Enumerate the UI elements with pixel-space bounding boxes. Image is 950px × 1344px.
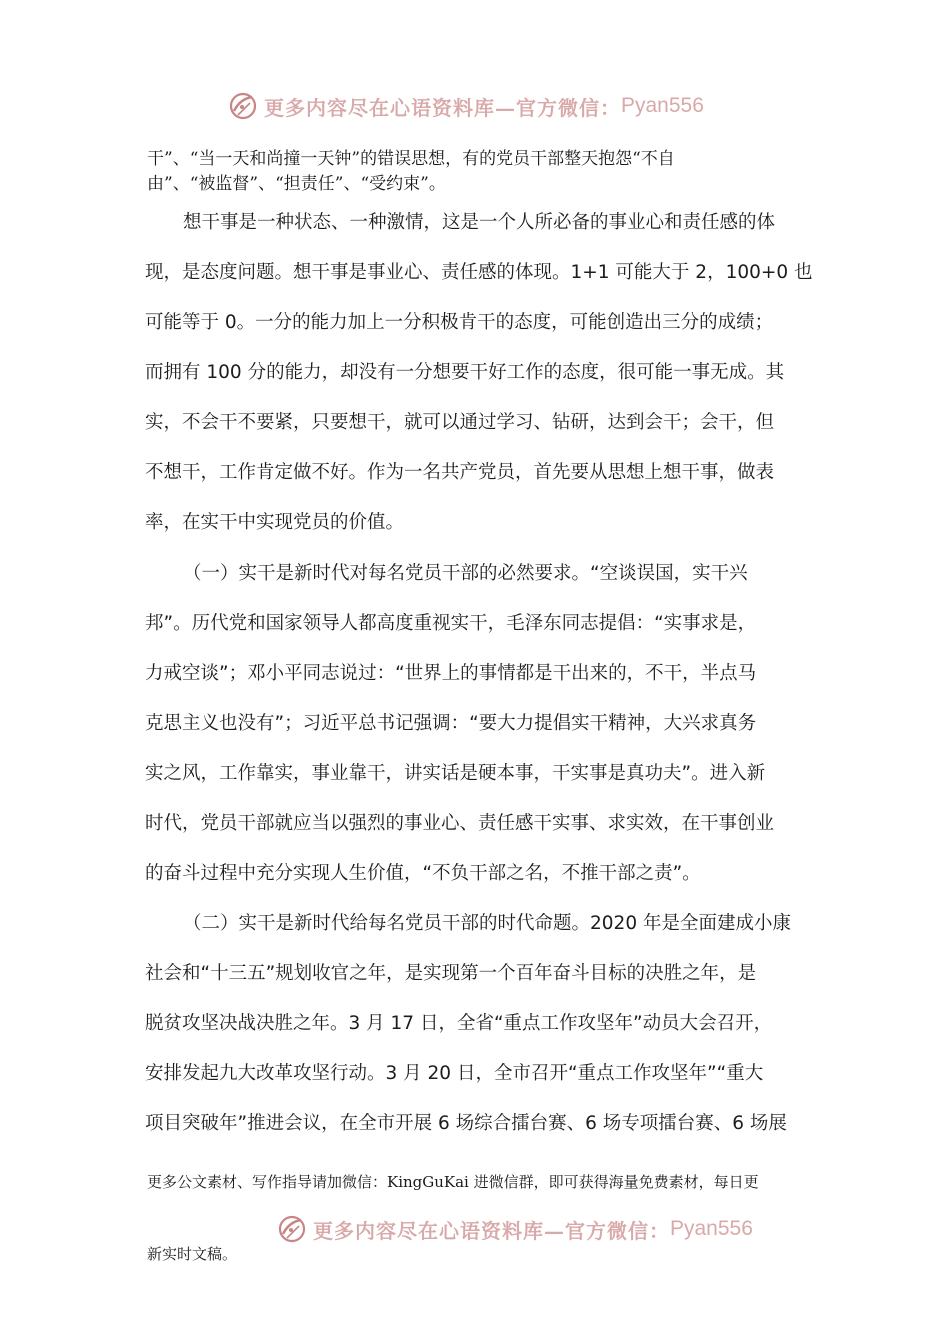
paragraph-2-line: 邦”。历代党和国家领导人都高度重视实干，毛泽东同志提倡：“实事求是， [145, 613, 757, 634]
paragraph-3-line: （二）实干是新时代给每名党员干部的时代命题。2020 年是全面建成小康 [183, 913, 791, 934]
footer-note: 更多公文素材、写作指导请加微信：KingGuKai 进微信群，即可获得海量免费素材，每日更 [147, 1173, 759, 1191]
paragraph-3-line: 安排发起九大改革攻坚行动。3 月 20 日，全市召开“重点工作攻坚年”“重大 [145, 1063, 764, 1084]
paragraph-1-line: 可能等于 0。一分的能力加上一分积极肯干的态度，可能创造出三分的成绩； [145, 312, 774, 333]
watermark-wechat-id: Pyan556 [670, 1217, 753, 1240]
watermark-header [228, 86, 704, 126]
paragraph-3-line: 社会和“十三五”规划收官之年，是实现第一个百年奋斗目标的决胜之年，是 [145, 963, 757, 984]
watermark-text: 更多内容尽在心语资料库—官方微信： [313, 1218, 670, 1243]
paragraph-2-line: 克思主义也没有”；习近平总书记强调：“要大力提倡实干精神，大兴求真务 [145, 713, 757, 734]
paragraph-1-line: 现，是态度问题。想干事是事业心、责任感的体现。1+1 可能大于 2，100+0 也 [145, 262, 813, 283]
footer-note-continuation: 新实时文稿。 [147, 1245, 238, 1263]
paragraph-2-line: 的奋斗过程中充分实现人生价值，“不负干部之名，不推干部之责”。 [145, 863, 701, 884]
paragraph-2-line: 力戒空谈”；邓小平同志说过：“世界上的事情都是干出来的，不干，半点马 [145, 663, 757, 684]
paragraph-1-line: 不想干，工作肯定做不好。作为一名共产党员，首先要从思想上想干事，做表 [145, 462, 775, 483]
paragraph-1-line: 实，不会干不要紧，只要想干，就可以通过学习、钻研，达到会干；会干，但 [145, 412, 775, 433]
paragraph-1-line: 想干事是一种状态、一种激情，这是一个人所必备的事业心和责任感的体 [183, 212, 776, 233]
paragraph-2-line: 时代，党员干部就应当以强烈的事业心、责任感干实事、求实效，在干事创业 [145, 813, 775, 834]
continuation-line: 干”、“当一天和尚撞一天钟”的错误思想，有的党员干部整天抱怨“不自 [147, 149, 675, 169]
paragraph-3-line: 项目突破年”推进会议，在全市开展 6 场综合擂台赛、6 场专项擂台赛、6 场展 [145, 1113, 787, 1134]
watermark-wechat-id: Pyan556 [621, 94, 704, 117]
paragraph-1-line: 率，在实干中实现党员的价值。 [145, 512, 405, 533]
watermark-footer [277, 1209, 753, 1249]
paragraph-2-line: 实之风，工作靠实，事业靠干，讲实话是硬本事，干实事是真功夫”。进入新 [145, 763, 766, 784]
paragraph-2-line: （一）实干是新时代对每名党员干部的必然要求。“空谈误国，实干兴 [183, 563, 748, 584]
continuation-line: 由”、“被监督”、“担责任”、“受约束”。 [147, 174, 446, 194]
seal-logo-icon [228, 91, 258, 121]
paragraph-3-line: 脱贫攻坚决战决胜之年。3 月 17 日，全省“重点工作攻坚年”动员大会召开， [145, 1013, 773, 1034]
seal-logo-icon [277, 1214, 307, 1244]
watermark-text: 更多内容尽在心语资料库—官方微信： [264, 95, 621, 120]
paragraph-1-line: 而拥有 100 分的能力，却没有一分想要干好工作的态度，很可能一事无成。其 [145, 362, 785, 383]
